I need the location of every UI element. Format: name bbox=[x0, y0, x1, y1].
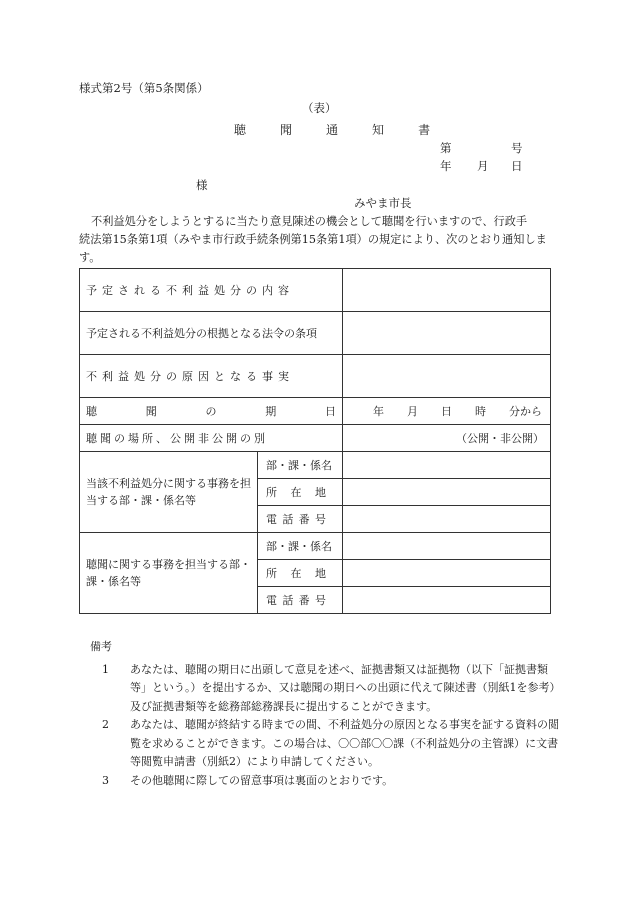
remark-text: あなたは、聴聞の期日に出頭して意見を述べ、証拠書類又は証拠物（以下「証拠書類等」という。）を提出するか、又は聴聞の期日への出頭に代えて陳述書（別紙1を参考）及び証拠書類等を総務部総務課長に提出することができます。 bbox=[130, 662, 555, 713]
number-prefix: 第 bbox=[440, 141, 452, 155]
dept2-name-value[interactable] bbox=[343, 533, 551, 560]
date-label-char: 日 bbox=[325, 405, 336, 418]
remark-number: 3 bbox=[102, 773, 109, 787]
table-row bbox=[80, 312, 551, 355]
content-value[interactable] bbox=[343, 269, 551, 312]
dept2-label: 聴聞に関する事務を担当する部・課・係名等 bbox=[80, 533, 258, 614]
remarks-heading: 備考 bbox=[90, 640, 112, 653]
phone-char: 話 bbox=[282, 513, 294, 526]
dept2-address-label bbox=[258, 560, 343, 587]
table-row bbox=[80, 398, 551, 425]
remark-text: その他聴聞に際しての留意事項は裏面のとおりです。 bbox=[130, 773, 394, 787]
remarks-section bbox=[90, 638, 560, 790]
table-row bbox=[80, 533, 551, 560]
table-row bbox=[80, 425, 551, 452]
date-label bbox=[80, 398, 343, 425]
title-char: 通 bbox=[326, 123, 339, 137]
dept2-address-value[interactable] bbox=[343, 560, 551, 587]
address-char: 地 bbox=[315, 486, 326, 499]
date-label-char: 聴 bbox=[86, 405, 97, 418]
addressee-honorific: 様 bbox=[196, 178, 208, 192]
month-label: 月 bbox=[477, 159, 489, 173]
phone-char: 電 bbox=[266, 513, 277, 526]
intro-line: 不利益処分をしようとするに当たり意見陳述の機会として聴聞を行いますので、行政手 bbox=[91, 215, 528, 228]
date-unit: 月 bbox=[407, 405, 418, 418]
date-unit: 分から bbox=[509, 405, 542, 418]
day-label: 日 bbox=[511, 159, 523, 173]
address-char: 所 bbox=[266, 567, 277, 580]
title-char: 聴 bbox=[234, 123, 247, 137]
table-row bbox=[80, 452, 551, 479]
basis-label: 予定される不利益処分の根拠となる法令の条項 bbox=[80, 312, 343, 355]
intro-paragraph bbox=[79, 213, 554, 267]
remark-number: 2 bbox=[102, 718, 109, 731]
date-value[interactable] bbox=[343, 398, 551, 425]
address-char: 在 bbox=[290, 486, 302, 499]
number-suffix: 号 bbox=[511, 141, 523, 155]
place-label: 聴聞の場所、公開非公開の別 bbox=[80, 425, 343, 452]
phone-char: 番 bbox=[298, 594, 310, 607]
content-label: 予定される不利益処分の内容 bbox=[80, 269, 343, 312]
dept1-label: 当該不利益処分に関する事務を担当する部・課・係名等 bbox=[80, 452, 258, 533]
issuer-mayor: みやま市長 bbox=[354, 196, 412, 210]
year-label: 年 bbox=[440, 159, 452, 173]
dept2-phone-value[interactable] bbox=[343, 587, 551, 614]
dept1-address-value[interactable] bbox=[343, 479, 551, 506]
form-number: 様式第2号（第5条関係） bbox=[79, 81, 209, 95]
remark-number: 1 bbox=[102, 662, 109, 676]
basis-value[interactable] bbox=[343, 312, 551, 355]
front-side-label: （表） bbox=[302, 101, 337, 115]
dept2-name-label: 部・課・係名 bbox=[258, 533, 343, 560]
phone-char: 号 bbox=[314, 594, 326, 607]
title-char: 聞 bbox=[280, 123, 293, 137]
intro-line: す。 bbox=[79, 251, 101, 264]
dept1-name-value[interactable] bbox=[343, 452, 551, 479]
address-char: 在 bbox=[290, 567, 302, 580]
cause-value[interactable] bbox=[343, 355, 551, 398]
table-row bbox=[80, 269, 551, 312]
title-char: 書 bbox=[418, 123, 431, 137]
table-row bbox=[80, 355, 551, 398]
intro-line: 続法第15条第1項（みやま市行政手続条例第15条第1項）の規定により、次のとおり通知しま bbox=[79, 233, 547, 246]
cause-label: 不利益処分の原因となる事実 bbox=[80, 355, 343, 398]
document-title bbox=[234, 121, 464, 138]
dept1-phone-label bbox=[258, 506, 343, 533]
public-private-choice: （公開・非公開） bbox=[456, 432, 544, 445]
dept2-phone-label bbox=[258, 587, 343, 614]
date-unit: 日 bbox=[441, 405, 452, 418]
date-label-char: 聞 bbox=[145, 405, 157, 418]
remark-text: あなたは、聴聞が終結する時までの間、不利益処分の原因となる事実を証する資料の閲覧を求めることができます。この場合は、〇〇部〇〇課（不利益処分の主管課）に文書等閲覧申請書（別紙2）により申請してください。 bbox=[130, 718, 559, 768]
dept1-name-label: 部・課・係名 bbox=[258, 452, 343, 479]
address-char: 地 bbox=[315, 567, 326, 580]
dept1-phone-value[interactable] bbox=[343, 506, 551, 533]
phone-char: 話 bbox=[282, 594, 294, 607]
phone-char: 番 bbox=[298, 513, 310, 526]
date-unit: 時 bbox=[475, 405, 486, 418]
address-char: 所 bbox=[266, 486, 277, 499]
remark-item bbox=[90, 716, 560, 772]
date-label-char: の bbox=[205, 405, 217, 418]
date-label-char: 期 bbox=[265, 405, 277, 418]
remark-item bbox=[90, 661, 560, 717]
place-value[interactable] bbox=[343, 425, 551, 452]
phone-char: 電 bbox=[266, 594, 277, 607]
phone-char: 号 bbox=[314, 513, 326, 526]
dept1-address-label bbox=[258, 479, 343, 506]
title-char: 知 bbox=[372, 123, 385, 137]
date-unit: 年 bbox=[373, 405, 384, 418]
notice-table bbox=[79, 268, 551, 614]
remark-item bbox=[90, 772, 560, 791]
